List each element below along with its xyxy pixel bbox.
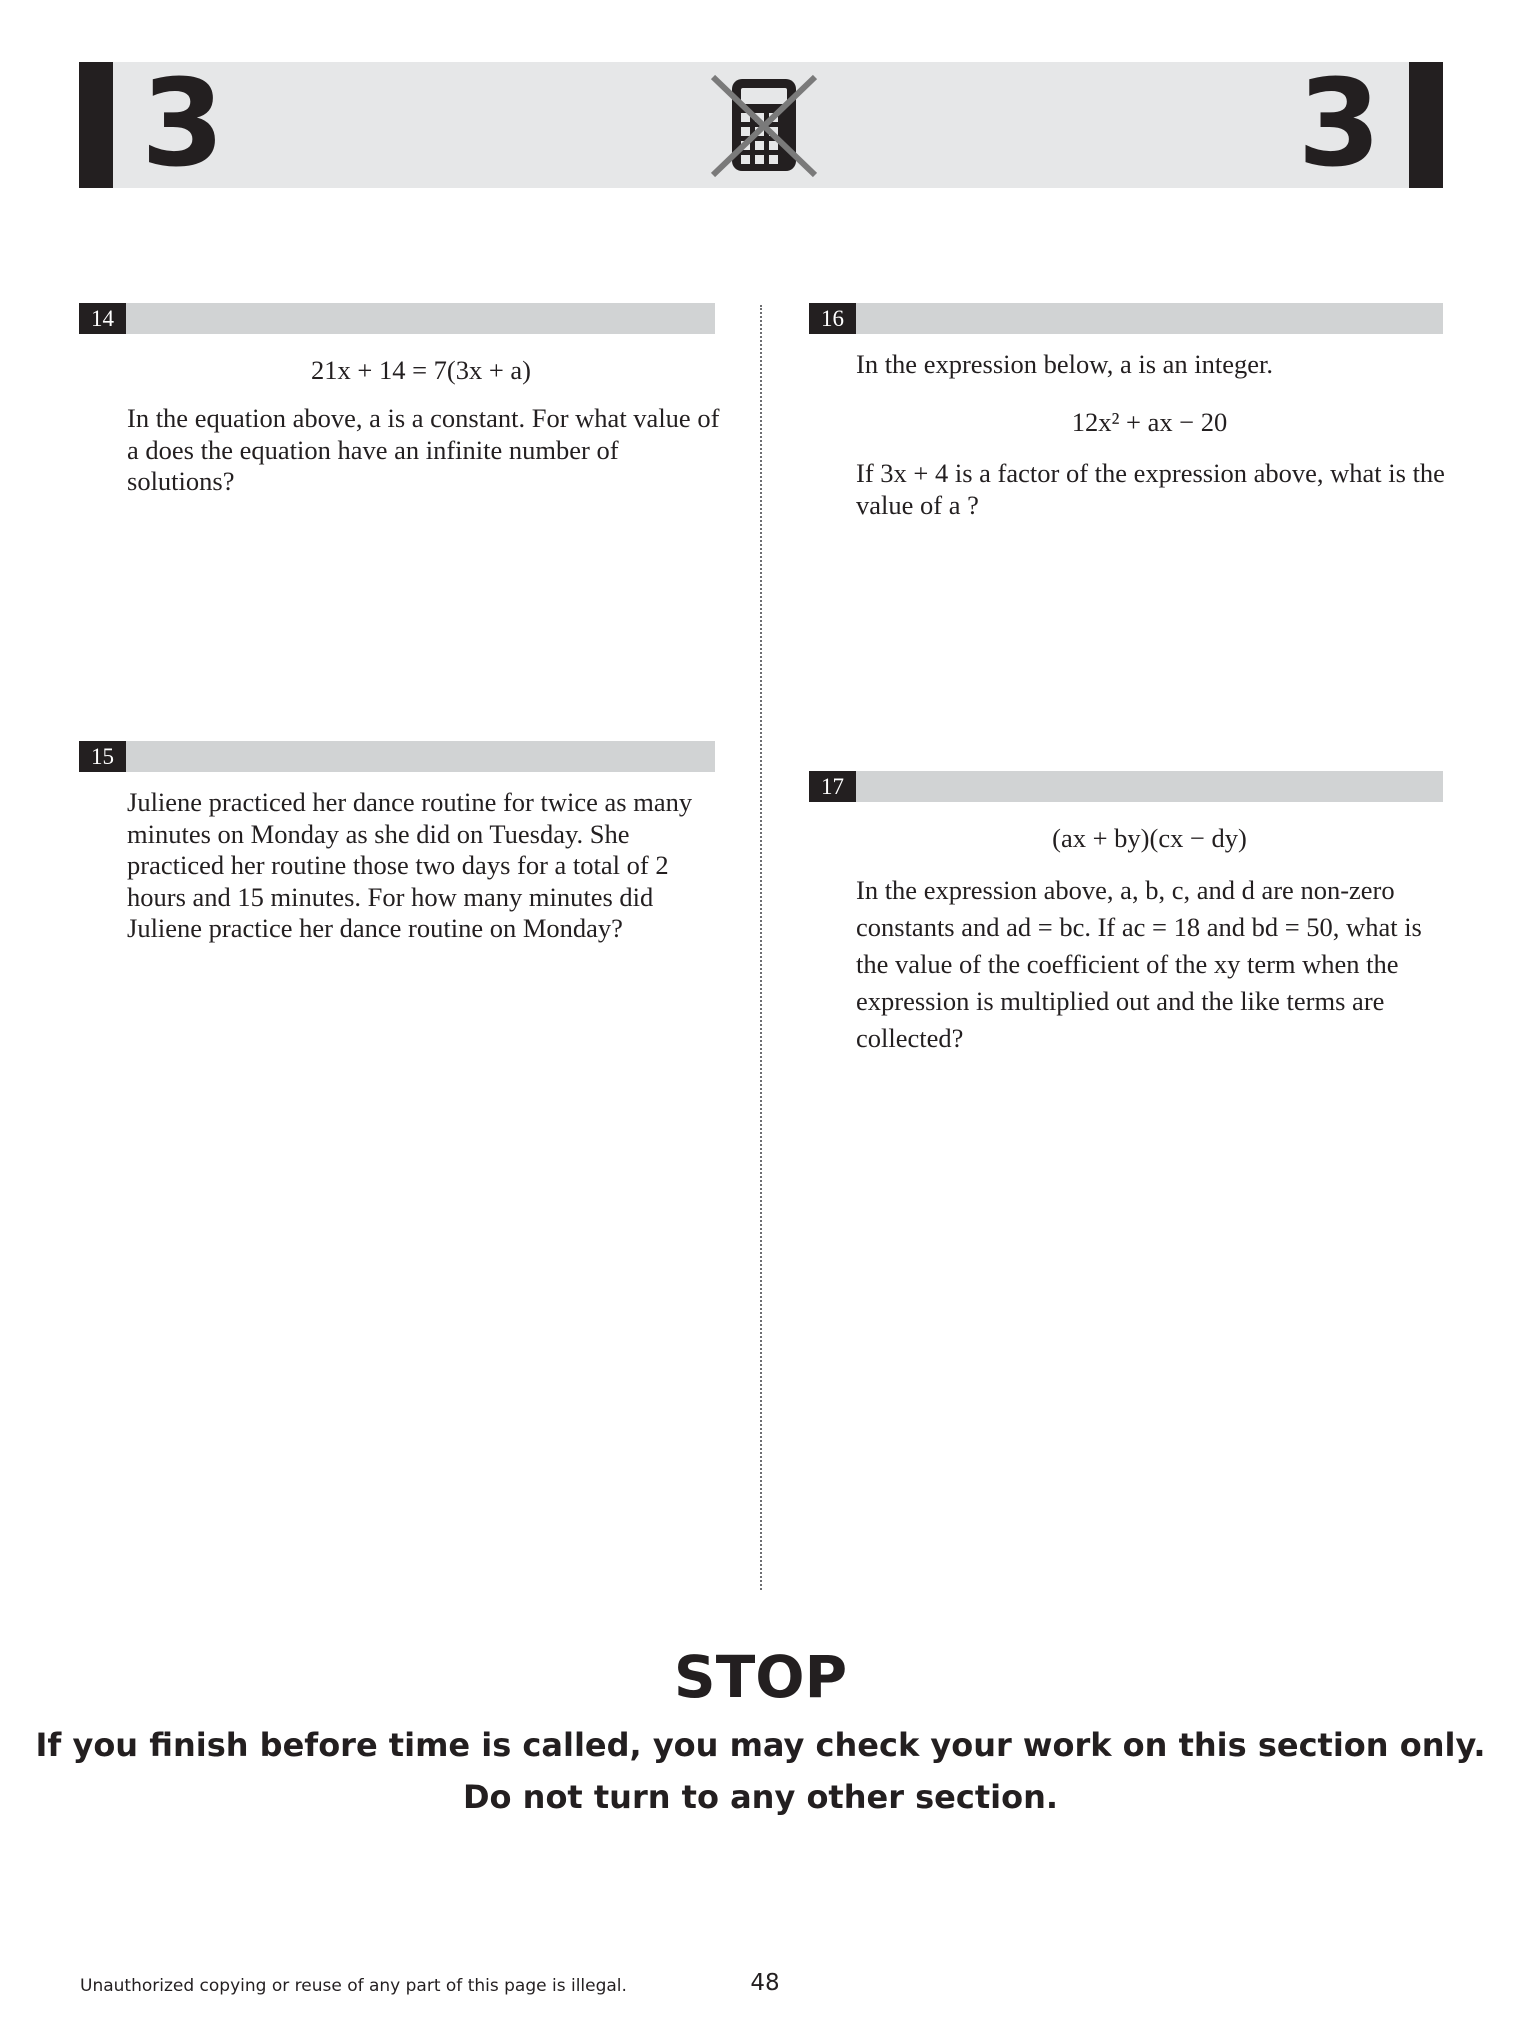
header-bar-right — [1409, 62, 1443, 188]
header-bar-left — [79, 62, 113, 188]
stop-title: STOP — [673, 1643, 848, 1711]
question-16-expression: 12x² + ax − 20 — [1071, 407, 1228, 437]
question-16-intro: In the expression below, a is an integer. — [856, 349, 1274, 379]
question-17-bar — [809, 771, 1443, 802]
copyright-notice: Unauthorized copying or reuse of any part of this page is illegal. — [80, 1976, 627, 1996]
question-16-text: If 3x + 4 is a factor of the expression above, what is the value of a ? — [856, 458, 1445, 520]
question-17-expression: (ax + by)(cx − dy) — [1052, 823, 1247, 853]
no-calculator-icon — [709, 71, 819, 181]
section-number-right: 3 — [1297, 55, 1381, 194]
stop-instruction-line1: If you finish before time is called, you may check your work on this section only. — [35, 1726, 1486, 1764]
section-header — [79, 55, 1443, 194]
question-15-text: Juliene practiced her dance routine for twice as many minutes on Monday as she did on Tuesday. She practiced her routine those two days for a total of 2 hours and 15 minutes. For how many minutes did Juliene practice her dance routine on Monday? — [127, 787, 693, 943]
section-number-left: 3 — [141, 55, 225, 194]
question-14-number: 14 — [79, 303, 126, 334]
question-16-number: 16 — [809, 303, 856, 334]
question-17-text: In the expression above, a, b, c, and d are non-zero constants and ad = bc. If ac = 18 and bd = 50, what is the value of the coefficient of the xy term when the expression is multiplied out and the like terms are collected? — [856, 875, 1422, 1053]
column-divider — [760, 305, 762, 1590]
stop-instruction-line2: Do not turn to any other section. — [462, 1778, 1059, 1816]
question-14-text: In the equation above, a is a constant. For what value of a does the equation have an infinite number of solutions? — [127, 403, 720, 496]
question-15-bar — [79, 741, 715, 772]
question-15-number: 15 — [79, 741, 126, 772]
page-number: 48 — [750, 1970, 780, 1996]
question-14-bar — [79, 303, 715, 334]
question-16-bar — [809, 303, 1443, 334]
question-14-equation: 21x + 14 = 7(3x + a) — [311, 355, 531, 385]
question-17-number: 17 — [809, 771, 856, 802]
